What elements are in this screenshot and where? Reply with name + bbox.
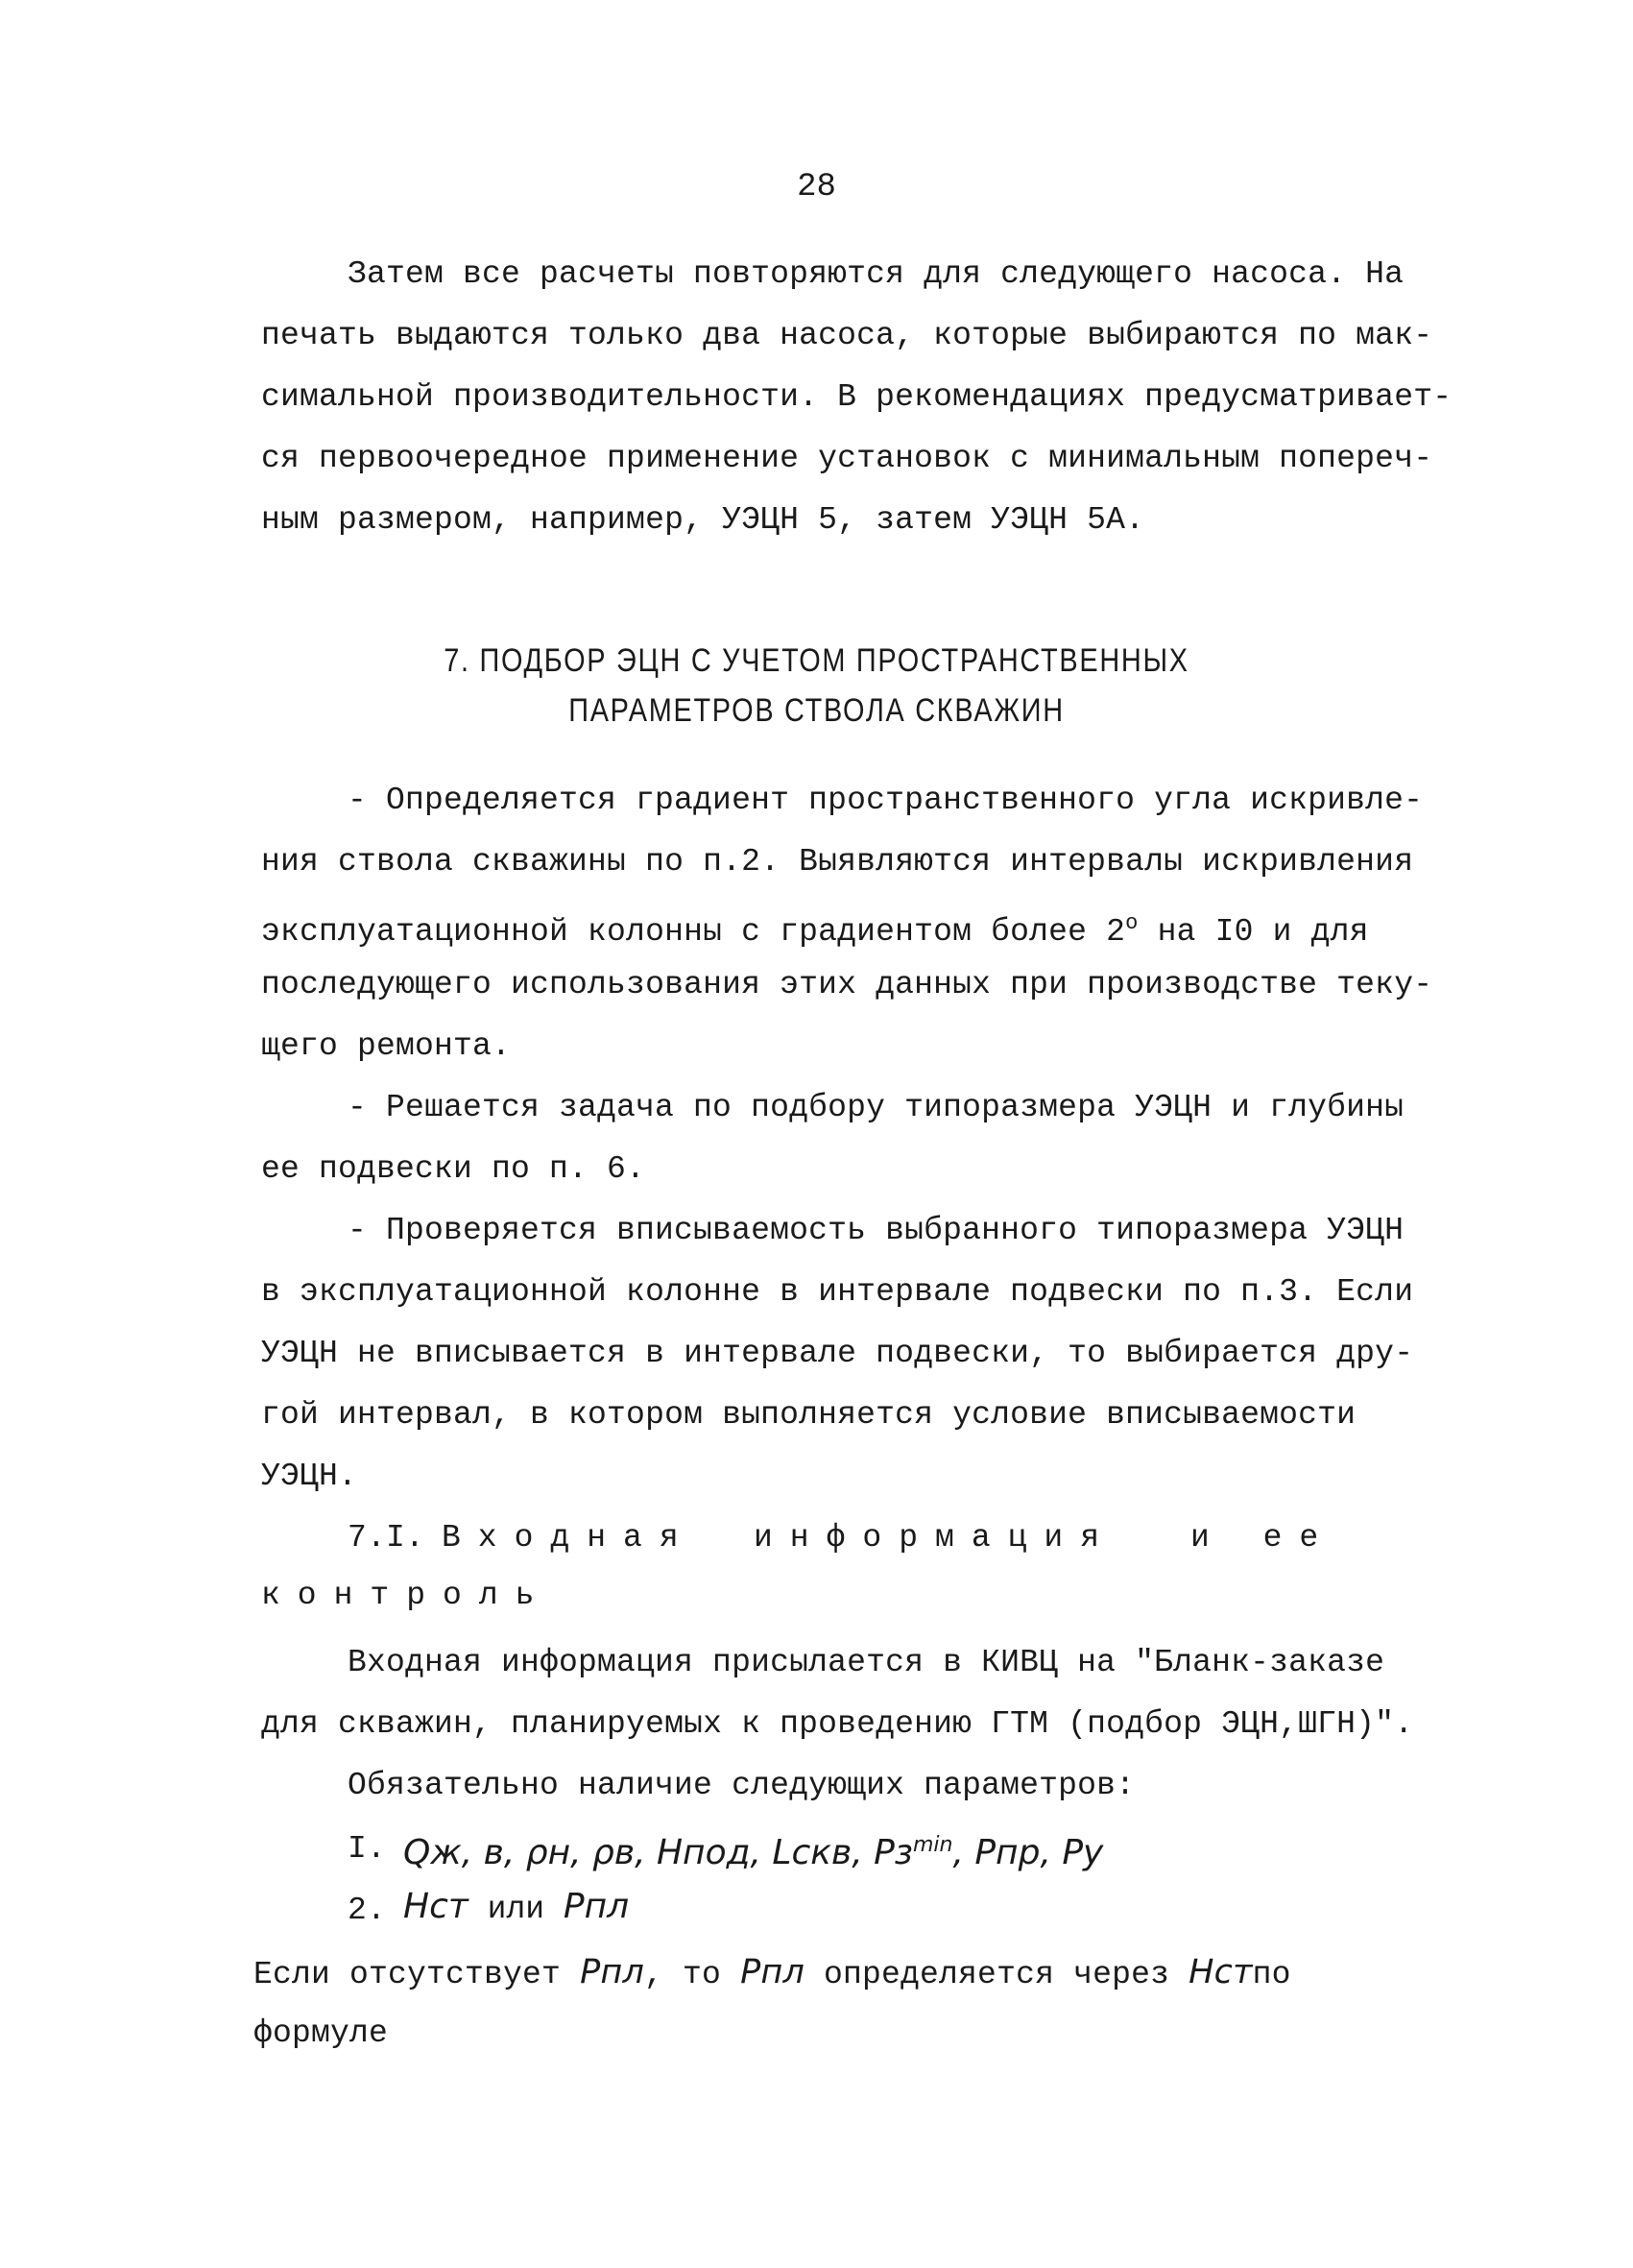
text-line: Входная информация присылается в КИВЦ на "Бланк-заказе bbox=[348, 1645, 1385, 1680]
text-line: - Определяется градиент пространственного угла искривле- bbox=[348, 783, 1424, 818]
text-line: для скважин, планируемых к проведению ГТМ (подбор ЭЦН,ШГН)". bbox=[261, 1706, 1414, 1742]
text-segment: Если отсутствует bbox=[253, 1957, 581, 1992]
text-segment: на I0 и для bbox=[1138, 914, 1369, 950]
formula-symbol: Pпл bbox=[740, 1953, 805, 1991]
text-segment: или bbox=[468, 1892, 564, 1927]
page-number: 28 bbox=[797, 169, 836, 205]
text-line bbox=[261, 893, 1369, 963]
subsection-number: 7.I. bbox=[348, 1520, 425, 1556]
text-line: ния ствола скважины по п.2. Выявляются интервалы искривления bbox=[261, 844, 1414, 880]
formula-symbol: Нст bbox=[403, 1887, 468, 1926]
subsection-title-word: и ее bbox=[1190, 1520, 1336, 1556]
text-line: последующего использования этих данных при производстве теку- bbox=[261, 967, 1433, 1002]
formula-symbol: Нст bbox=[1189, 1953, 1253, 1991]
text-line: щего ремонта. bbox=[261, 1028, 512, 1064]
formula-text: Qж, в, ρн, ρв, Нпод, Lскв, Pз bbox=[403, 1833, 913, 1872]
text-line: симальной производительности. В рекомендациях предусматривает- bbox=[261, 379, 1453, 415]
text-line: в эксплуатационной колонне в интервале подвески по п.3. Если bbox=[261, 1274, 1414, 1310]
text-line: ее подвески по п. 6. bbox=[261, 1151, 646, 1187]
text-line: - Решается задача по подбору типоразмера УЭЦН и глубины bbox=[348, 1090, 1405, 1125]
text-line: печать выдаются только два насоса, которые выбираются по мак- bbox=[261, 318, 1433, 353]
formula-symbol: Pпл bbox=[563, 1887, 630, 1926]
formula-text: , Pпр, Pу bbox=[952, 1833, 1104, 1872]
formula-symbol: Pпл bbox=[580, 1953, 645, 1991]
formula-parameters bbox=[403, 1815, 1103, 1884]
subsection-title-word: контроль bbox=[261, 1578, 552, 1613]
text-segment: по bbox=[1252, 1957, 1291, 1992]
text-line: Затем все расчеты повторяются для следующего насоса. На bbox=[348, 256, 1405, 292]
text-line: гой интервал, в котором выполняется условие вписываемости bbox=[261, 1397, 1357, 1433]
list-item-number: 2. bbox=[348, 1893, 387, 1928]
section-heading-line2: ПАРАМЕТРОВ СТВОЛА СКВАЖИН bbox=[568, 692, 1065, 729]
text-line: УЭЦН не вписывается в интервале подвески, то выбирается дру- bbox=[261, 1336, 1414, 1371]
degree-superscript: o bbox=[1125, 911, 1139, 935]
subsection-title-word: Входная bbox=[442, 1520, 696, 1556]
text-segment: , то bbox=[644, 1957, 741, 1992]
text-line: ным размером, например, УЭЦН 5, затем УЭЦН 5А. bbox=[261, 502, 1145, 538]
text-line: - Проверяется вписываемость выбранного типоразмера УЭЦН bbox=[348, 1213, 1405, 1248]
text-segment: определяется через bbox=[804, 1957, 1189, 1992]
text-line: УЭЦН. bbox=[261, 1459, 358, 1494]
text-line: формуле bbox=[253, 2015, 389, 2051]
formula-parameters bbox=[403, 1876, 629, 1941]
subsection-title-word: информация bbox=[754, 1520, 1117, 1556]
formula-superscript: min bbox=[912, 1833, 953, 1857]
text-line: Обязательно наличие следующих параметров: bbox=[348, 1768, 1136, 1803]
text-line bbox=[253, 1942, 1291, 2006]
section-heading-line1: 7. ПОДБОР ЭЦН С УЧЕТОМ ПРОСТРАНСТВЕННЫХ bbox=[444, 642, 1189, 679]
text-segment: эксплуатационной колонны с градиентом более 2 bbox=[261, 914, 1126, 950]
list-item-number: I. bbox=[348, 1831, 387, 1867]
text-line: ся первоочередное применение установок с минимальным попереч- bbox=[261, 441, 1433, 476]
